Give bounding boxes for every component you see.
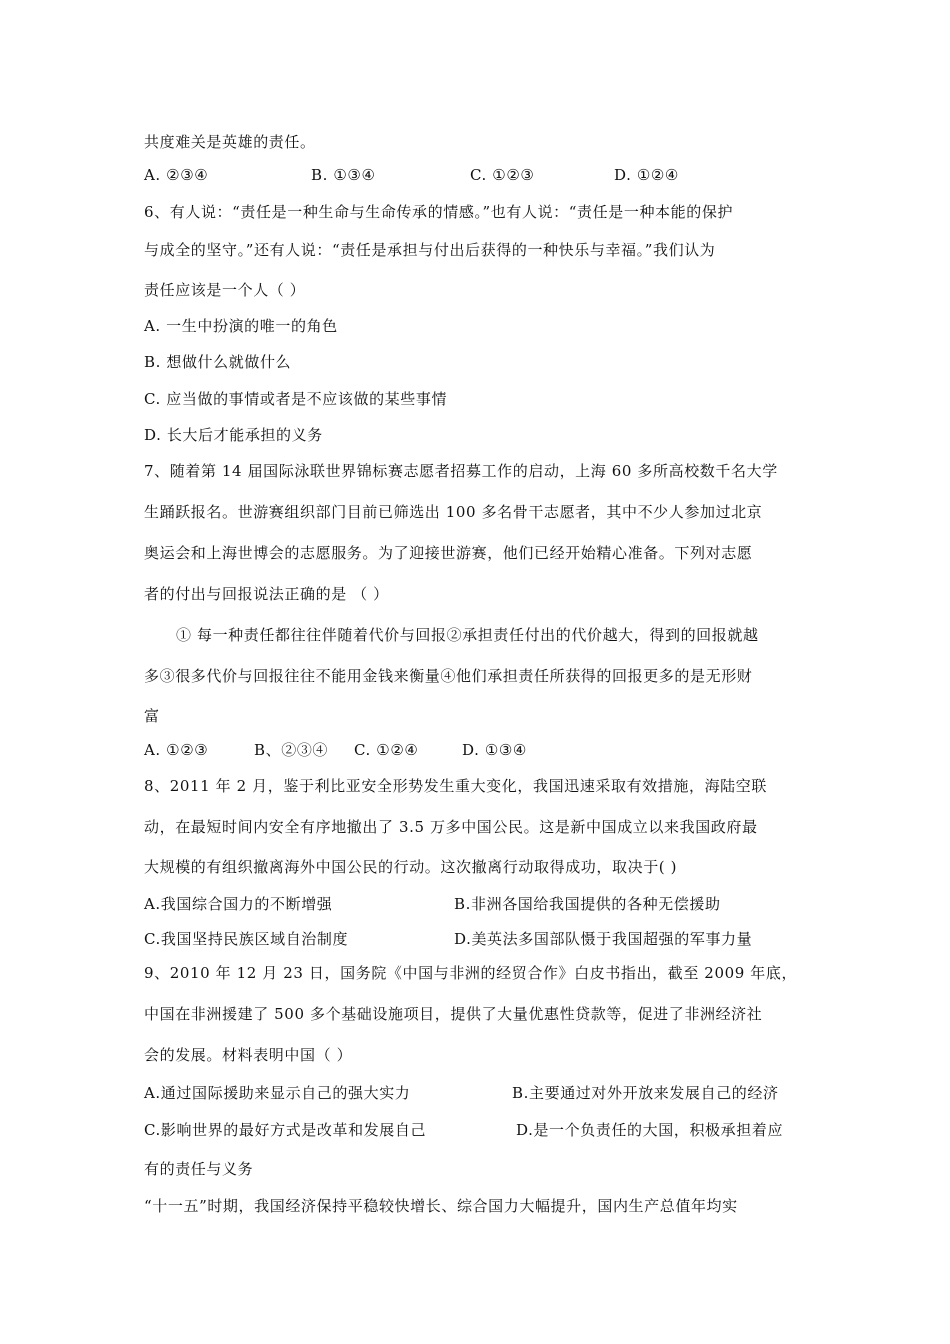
- question-9-line: 中国在非洲援建了 500 多个基础设施项目，提供了大量优惠性贷款等，促进了非洲经济社: [144, 1005, 763, 1023]
- option-d: D. ①③④: [462, 741, 527, 759]
- question-8-line: 8、2011 年 2 月，鉴于利比亚安全形势发生重大变化，我国迅速采取有效措施，海陆空联: [144, 777, 767, 795]
- option-a: A. ①②③: [144, 741, 209, 759]
- question-8-line: 动，在最短时间内安全有序地撤出了 3.5 万多中国公民。这是新中国成立以来我国政府最: [144, 818, 758, 836]
- question-8-line: 大规模的有组织撤离海外中国公民的行动。这次撤离行动取得成功，取决于( ): [144, 858, 678, 876]
- option-b: B、②③④: [254, 741, 329, 759]
- question-6-line: 与成全的坚守。”还有人说：“责任是承担与付出后获得的一种快乐与幸福。”我们认为: [144, 241, 716, 259]
- option-d: D. 长大后才能承担的义务: [144, 426, 323, 444]
- text-line: 共度难关是英雄的责任。: [144, 133, 316, 151]
- option-d-continued: 有的责任与义务: [144, 1160, 254, 1178]
- question-7-statement: ① 每一种责任都往往伴随着代价与回报②承担责任付出的代价越大，得到的回报就越: [176, 626, 759, 644]
- option-d: D.是一个负责任的大国，积极承担着应: [516, 1121, 784, 1139]
- option-a: A. ②③④: [144, 166, 209, 184]
- question-6-line: 6、有人说：“责任是一种生命与生命传承的情感。”也有人说：“责任是一种本能的保护: [144, 203, 734, 221]
- option-b: B.主要通过对外开放来发展自己的经济: [512, 1084, 779, 1102]
- text-line: “十一五”时期，我国经济保持平稳较快增长、综合国力大幅提升，国内生产总值年均实: [144, 1197, 738, 1215]
- option-d: D.美英法多国部队慑于我国超强的军事力量: [454, 930, 753, 948]
- option-c: C.影响世界的最好方式是改革和发展自己: [144, 1121, 427, 1139]
- option-a: A.通过国际援助来显示自己的强大实力: [144, 1084, 411, 1102]
- question-7-line: 者的付出与回报说法正确的是 （ ）: [144, 585, 389, 603]
- question-6-line: 责任应该是一个人（ ）: [144, 281, 306, 299]
- option-c: C. ①②④: [354, 741, 419, 759]
- option-c: C.我国坚持民族区域自治制度: [144, 930, 349, 948]
- option-a: A. 一生中扮演的唯一的角色: [144, 317, 338, 335]
- question-7-statement: 多③很多代价与回报往往不能用金钱来衡量④他们承担责任所获得的回报更多的是无形财: [144, 667, 753, 685]
- question-9-line: 会的发展。材料表明中国（ ）: [144, 1046, 353, 1064]
- question-7-line: 生踊跃报名。世游赛组织部门目前已筛选出 100 多名骨干志愿者，其中不少人参加过北京: [144, 503, 763, 521]
- option-d: D. ①②④: [614, 166, 679, 184]
- option-c: C. 应当做的事情或者是不应该做的某些事情: [144, 390, 448, 408]
- option-b: B.非洲各国给我国提供的各种无偿援助: [454, 895, 721, 913]
- option-b: B. 想做什么就做什么: [144, 353, 292, 371]
- option-b: B. ①③④: [311, 166, 376, 184]
- option-c: C. ①②③: [470, 166, 535, 184]
- question-7-statement: 富: [144, 707, 160, 725]
- question-9-line: 9、2010 年 12 月 23 日，国务院《中国与非洲的经贸合作》白皮书指出，截至 2009 年底，: [144, 964, 798, 982]
- question-7-line: 7、随着第 14 届国际泳联世界锦标赛志愿者招募工作的启动，上海 60 多所高校数千名大学: [144, 462, 778, 480]
- option-a: A.我国综合国力的不断增强: [144, 895, 333, 913]
- question-7-line: 奥运会和上海世博会的志愿服务。为了迎接世游赛，他们已经开始精心准备。下列对志愿: [144, 544, 753, 562]
